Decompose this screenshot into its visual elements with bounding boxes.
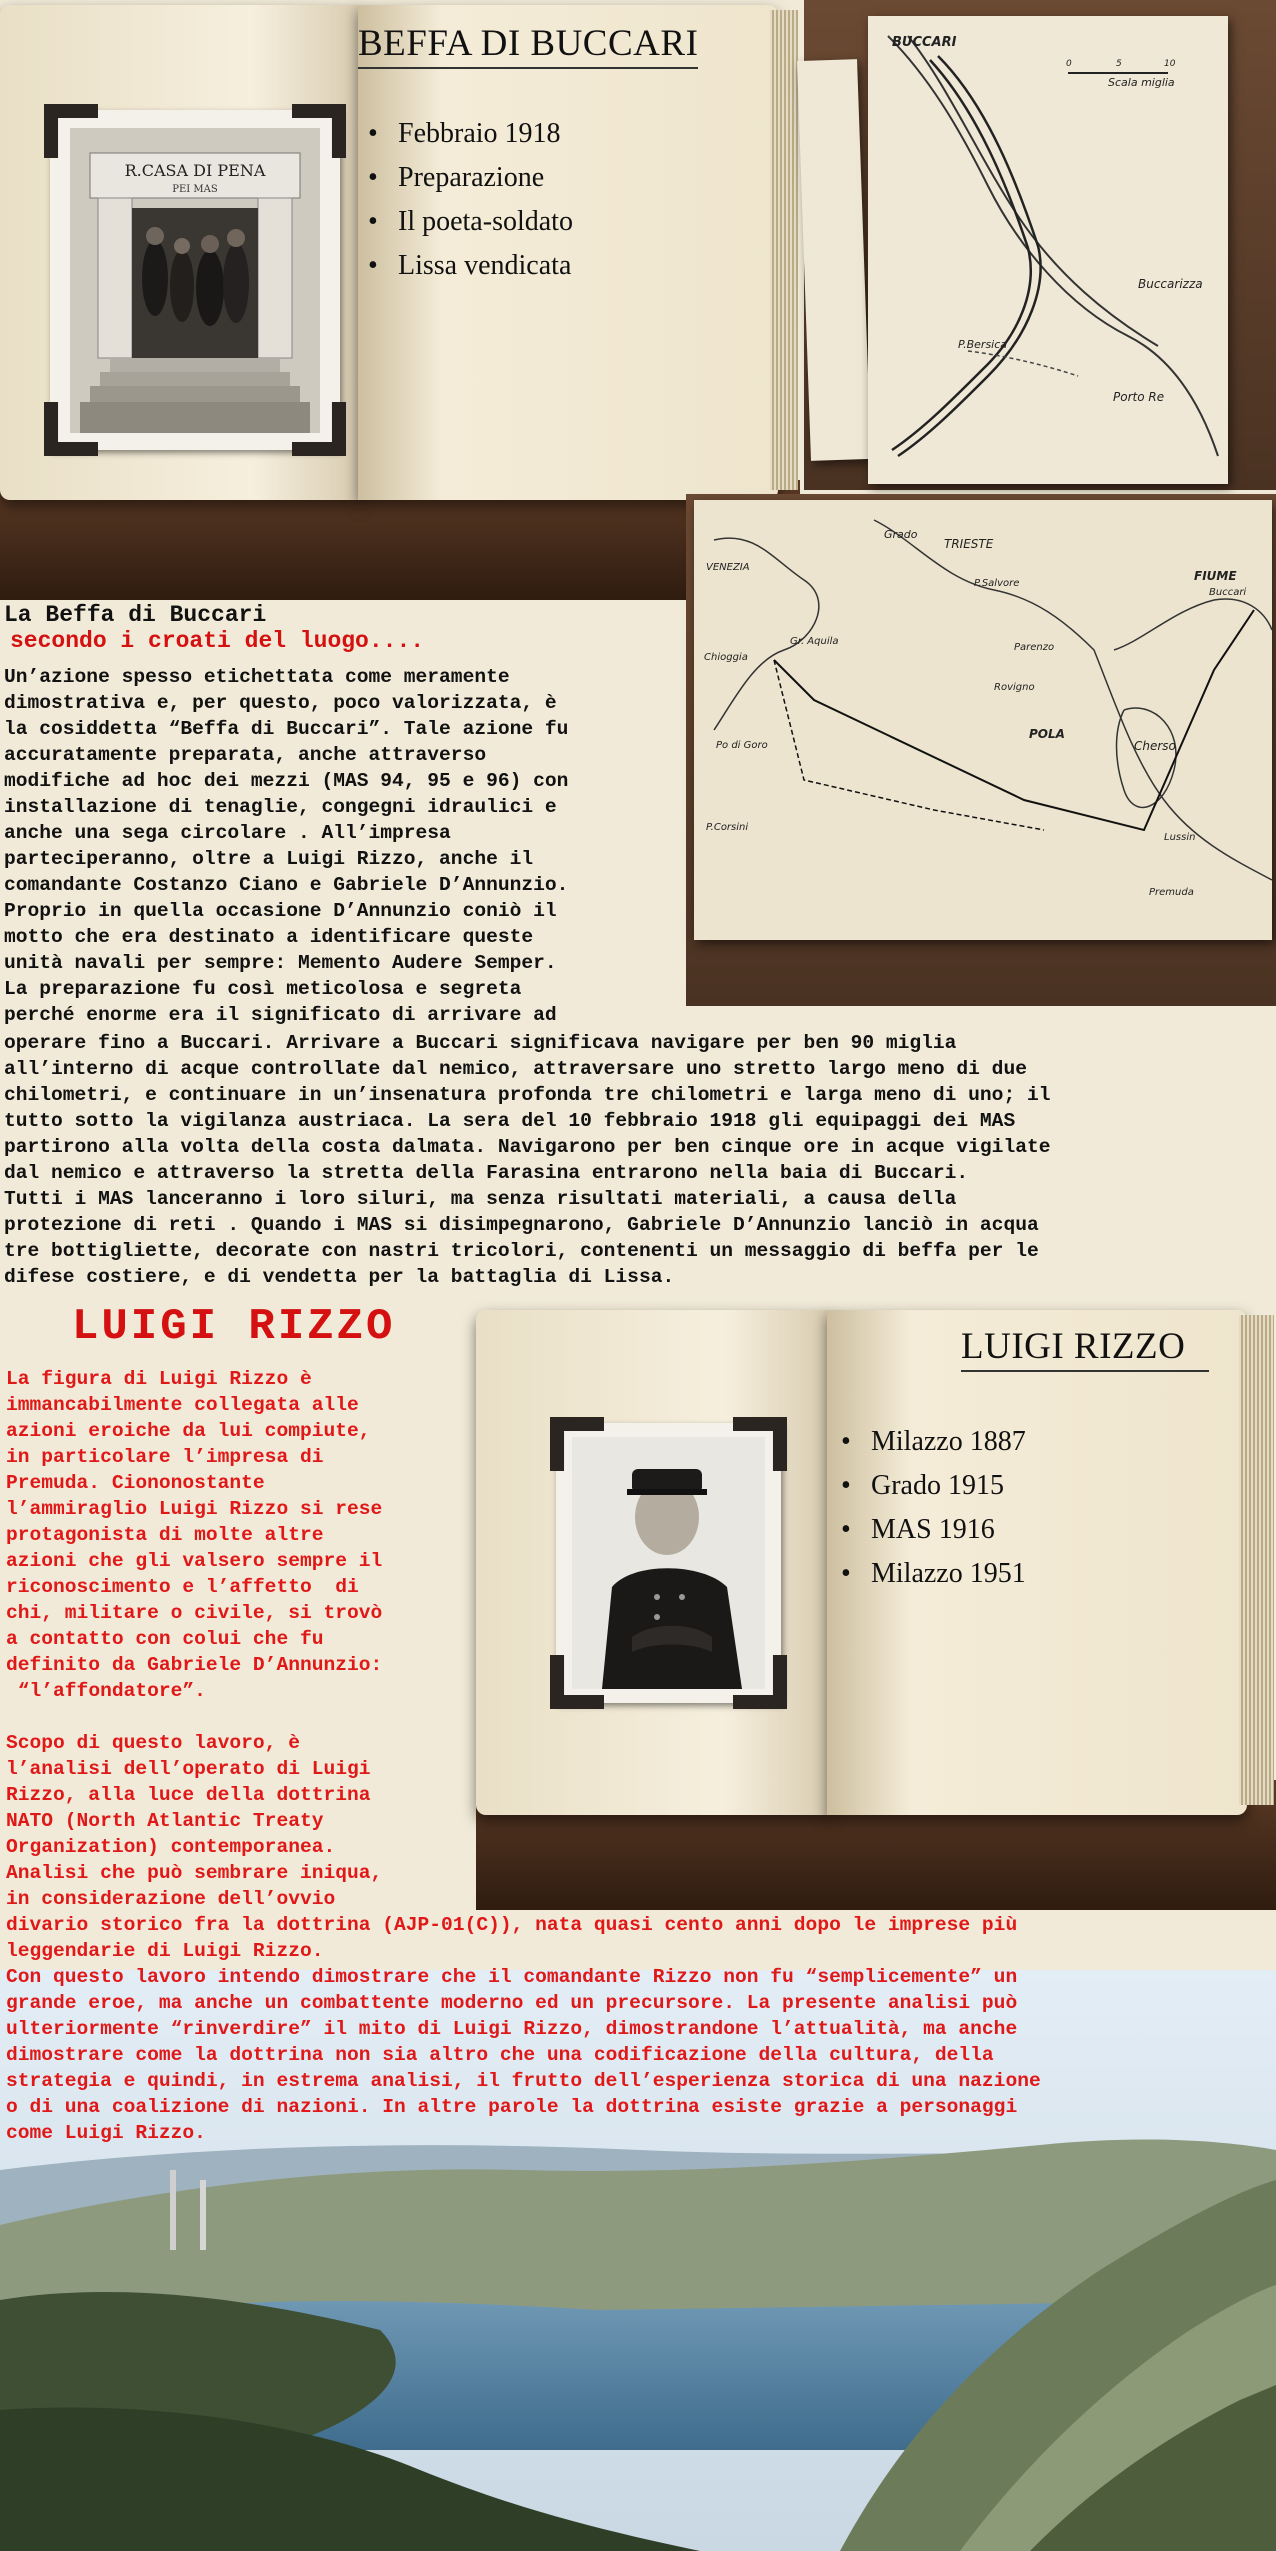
top-book-list-item: • Preparazione	[368, 156, 573, 200]
map1-panel	[804, 0, 1276, 490]
top-book-list-item: • Il poeta-soldato	[368, 200, 573, 244]
map2-label: Rovigno	[994, 682, 1035, 693]
map1-label: P.Bersica	[958, 338, 1008, 351]
map2-label: VENEZIA	[706, 562, 750, 573]
section1-paragraph-narrow: Un’azione spesso etichettata come meramente dimostrativa e, per questo, poco valorizzata, è la cosiddetta “Beffa di Buccari”. Tale azione fu accuratamente preparata, anche attraverso modifiche ad hoc dei mezzi (MAS 94, 95 e 96) con installazione di tenaglie, congegni idraulici e anche una sega circolare . All’impresa parteciperanno, oltre a Luigi Rizzo, anche il comandante Costanzo Ciano e Gabriele D’Annunzio. Proprio in quella occasione D’Annunzio coniò il motto che era destinato a identificare queste unità navali per sempre: Memento Audere Semper. La preparazione fu così meticolosa e segreta perché enorme era il significato di arrivare ad	[4, 666, 569, 1026]
section1-paragraph-wide: operare fino a Buccari. Arrivare a Buccari significava navigare per ben 90 miglia all’interno di acque controllate dal nemico, attraversare uno stretto largo meno di due chilometri, e continuare in un’insenatura profonda tre chilometri e larga meno di uno; il tutto sotto la vigilanza austriaca. La sera del 10 febbraio 1918 gli equipaggi dei MAS partirono alla volta della costa dalmata. Navigarono per ben cinque ore in acque vigilate dal nemico e attraverso la stretta della Farasina entrarono nella baia di Buccari. Tutti i MAS lanceranno i loro siluri, ma senza risultati materiali, a causa della protezione di reti . Quando i MAS si disimpegnarono, Gabriele D’Annunzio lanciò in acqua tre bottigliette, decorate con nastri tricolori, contenenti un messaggio di beffa per le difese costiere, e di vendetta per la battaglia di Lissa.	[4, 1032, 1051, 1288]
map2-label: P.Salvore	[974, 578, 1020, 589]
map2-label: Cherso	[1134, 739, 1176, 753]
map1-scale-tick: 5	[1116, 59, 1122, 69]
second-book-page-edges	[1239, 1315, 1274, 1805]
second-book-list	[841, 1420, 1026, 1596]
second-book-list-item: • Grado 1915	[841, 1464, 1026, 1508]
map2-label: P.Corsini	[706, 822, 749, 833]
map1-label: BUCCARI	[892, 35, 957, 50]
section2-paragraph-wide: divario storico fra la dottrina (AJP-01(C)), nata quasi cento anni dopo le imprese più leggendarie di Luigi Rizzo. Con questo lavoro intendo dimostrare che il comandante Rizzo non fu “semplicemente” un grande eroe, ma anche un combattente moderno ed un precursore. La presente analisi può ulteriormente “rinverdire” il mito di Luigi Rizzo, dimostrandone l’attualità, ma anche dimostrare come la dottrina non sia altro che una codificazione della cultura, della strategia e quindi, in estrema analisi, il frutto dell’esperienza storica di una nazione o di una coalizione di nazioni. In altre parole la dottrina esiste grazie a personaggi come Luigi Rizzo.	[6, 1914, 1041, 2144]
map1-scale-tick: 0	[1066, 59, 1072, 69]
map1-label: Buccarizza	[1138, 277, 1203, 291]
map2-label: TRIESTE	[944, 537, 994, 551]
map2-label: Parenzo	[1014, 642, 1055, 653]
top-book-list-item: • Febbraio 1918	[368, 112, 573, 156]
second-book-title: LUIGI RIZZO	[961, 1325, 1209, 1372]
map1-label: Porto Re	[1113, 390, 1165, 404]
second-book-list-item: • Milazzo 1951	[841, 1552, 1026, 1596]
map2-label: POLA	[1029, 727, 1065, 741]
map2-label: Buccari	[1209, 587, 1247, 598]
section1-subtitle: secondo i croati del luogo....	[10, 628, 425, 654]
second-book-photo	[556, 1423, 781, 1703]
luigi-rizzo-portrait-image	[572, 1437, 765, 1689]
prison-entrance-photo-image	[70, 128, 320, 433]
map2-label: Lussin	[1164, 832, 1196, 843]
second-book-list-item: • MAS 1916	[841, 1508, 1026, 1552]
top-book-list-item: • Lissa vendicata	[368, 244, 573, 288]
map2-panel	[686, 494, 1276, 1006]
map2-label: Po di Goro	[716, 740, 768, 751]
map1-label: Scala miglia	[1108, 76, 1175, 89]
section1-title: La Beffa di Buccari	[4, 602, 267, 628]
section2-heading: LUIGI RIZZO	[72, 1302, 396, 1352]
second-book-list-item: • Milazzo 1887	[841, 1420, 1026, 1464]
map2-label: Gr. Aquila	[790, 636, 839, 647]
map2-label: Chioggia	[704, 652, 748, 663]
top-book-title: BEFFA DI BUCCARI	[358, 22, 698, 69]
map1-back-sheet	[797, 59, 871, 461]
top-book-photo	[50, 110, 340, 450]
adriatic-route-map	[694, 500, 1272, 940]
map2-label: Premuda	[1149, 887, 1194, 898]
buccari-bay-map	[868, 16, 1228, 484]
top-book-list	[368, 112, 573, 288]
top-book	[0, 0, 800, 505]
map1-scale-tick: 10	[1164, 59, 1176, 69]
top-book-page-edges	[770, 10, 798, 490]
map2-label: FIUME	[1194, 569, 1237, 583]
photo-sign-line2: PEI MAS	[172, 184, 218, 195]
map2-label: Grado	[884, 528, 918, 541]
section2-paragraph-narrow: La figura di Luigi Rizzo è immancabilmente collegata alle azioni eroiche da lui compiute, in particolare l’impresa di Premuda. Ciononostante l’ammiraglio Luigi Rizzo si rese protagonista di molte altre azioni che gli valsero sempre il riconoscimento e l’affetto di chi, militare o civile, si trovò a contatto con colui che fu definito da Gabriele D’Annunzio: “l’affondatore”. Scopo di questo lavoro, è l’analisi dell’operato di Luigi Rizzo, alla luce della dottrina NATO (North Atlantic Treaty Organization) contemporanea. Analisi che può sembrare iniqua, in considerazione dell’ovvio	[6, 1368, 383, 1910]
second-book	[476, 1305, 1276, 1825]
photo-sign-line1: R.CASA DI PENA	[124, 161, 266, 180]
